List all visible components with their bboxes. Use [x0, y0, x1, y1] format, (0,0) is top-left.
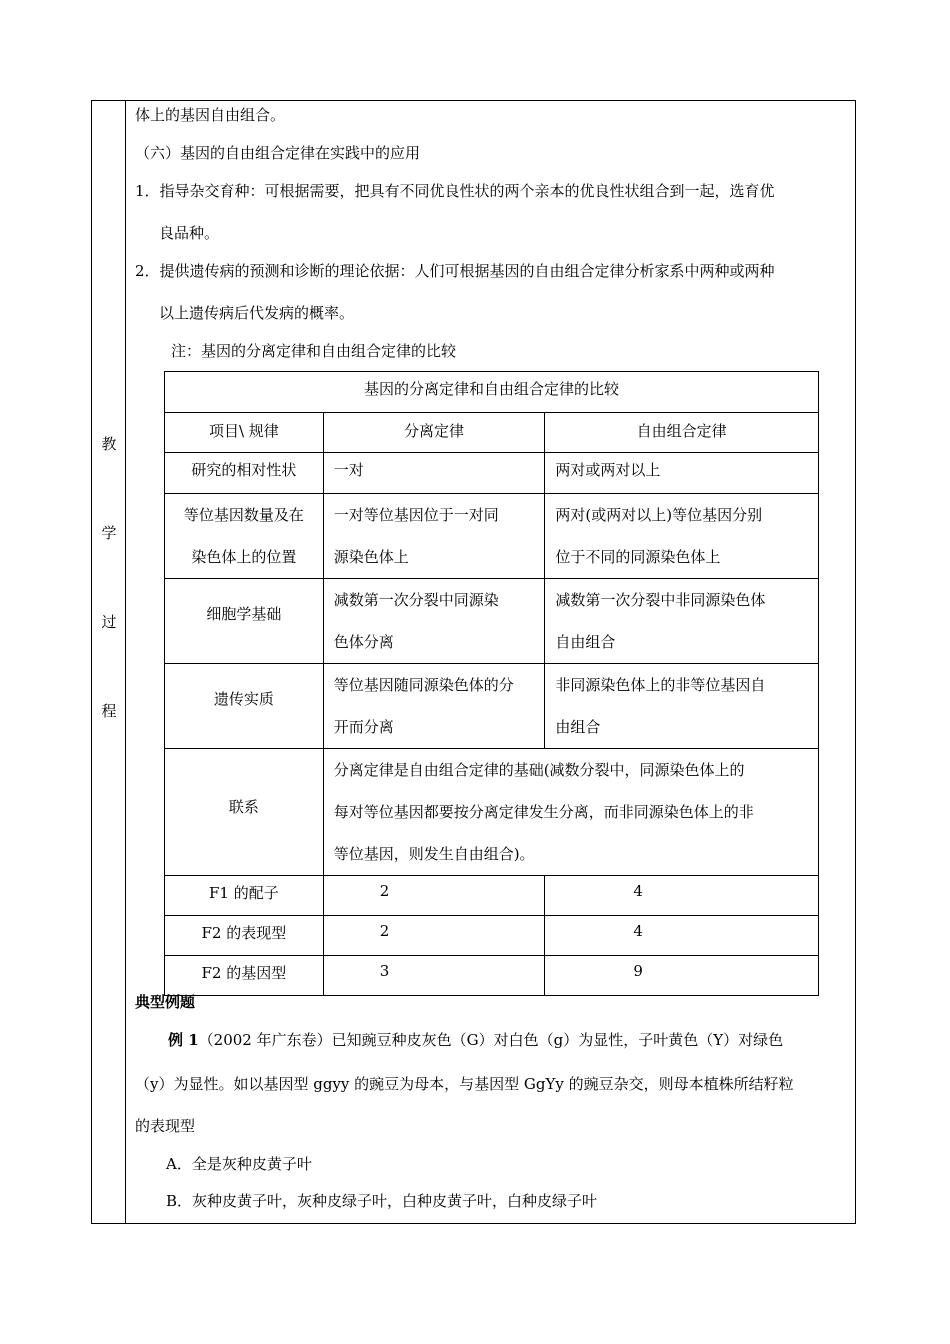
table-cell: [545, 664, 819, 749]
cell-line: 位于不同的同源染色体上: [555, 548, 721, 566]
cell-line: 开而分离: [333, 718, 394, 736]
table-cell: F2 的基因型: [165, 956, 324, 996]
table-cell: 两对或两对以上: [545, 453, 819, 494]
example-question-text: （2002 年广东卷）已知豌豆种皮灰色（G）对白色（g）为显性，子叶黄色（Y）对绿色: [198, 1031, 784, 1049]
table-cell: [323, 494, 545, 579]
table-cell: 2: [323, 916, 545, 956]
cell-line: 每对等位基因都要按分离定律发生分离，而非同源染色体上的非: [333, 803, 754, 821]
text-line: 良品种。: [159, 224, 220, 242]
cell-line: 染色体上的位置: [191, 548, 297, 566]
cell-line: 等位基因数量及在: [183, 506, 304, 524]
comparison-table: [164, 371, 819, 996]
table-cell: [323, 579, 545, 664]
option-b: B．灰种皮黄子叶，灰种皮绿子叶，白种皮黄子叶，白种皮绿子叶: [166, 1192, 598, 1210]
table-header: 自由组合定律: [545, 413, 819, 453]
side-label-char: 教: [101, 435, 117, 453]
cell-line: 减数第一次分裂中非同源染色体: [555, 591, 766, 609]
table-cell: 9: [545, 956, 819, 996]
text-line: 体上的基因自由组合。: [135, 106, 286, 124]
table-row: [165, 876, 819, 916]
text-line: 2．提供遗传病的预测和诊断的理论依据：人们可根据基因的自由组合定律分析家系中两种或两种: [135, 262, 775, 280]
table-row: [165, 916, 819, 956]
cell-line: 一对等位基因位于一对同: [333, 506, 499, 524]
side-label-char: 过: [101, 613, 117, 631]
table-title: 基因的分离定律和自由组合定律的比较: [165, 372, 819, 413]
table-header: 分离定律: [323, 413, 545, 453]
cell-line: 两对(或两对以上)等位基因分别: [555, 506, 763, 524]
cell-line: 等位基因，则发生自由组合)。: [333, 845, 535, 863]
table-row: [165, 664, 819, 749]
table-header: 项目\ 规律: [165, 413, 324, 453]
table-note: 注：基因的分离定律和自由组合定律的比较: [171, 342, 457, 360]
table-cell: 4: [545, 876, 819, 916]
cell-line: 由组合: [555, 718, 601, 736]
table-cell: 4: [545, 916, 819, 956]
table-row: [165, 956, 819, 996]
table-cell: [323, 664, 545, 749]
table-cell: [545, 579, 819, 664]
table-cell: [545, 494, 819, 579]
table-cell: F2 的表现型: [165, 916, 324, 956]
cell-line: 分离定律是自由组合定律的基础(减数分裂中，同源染色体上的: [333, 761, 745, 779]
table-cell: 一对: [323, 453, 545, 494]
cell-line: 自由组合: [555, 633, 616, 651]
table-row: [165, 494, 819, 579]
table-cell: 2: [323, 876, 545, 916]
side-label-column: [92, 101, 126, 1223]
text-line: 1．指导杂交育种：可根据需要，把具有不同优良性状的两个亲本的优良性状组合到一起，选育优: [135, 182, 775, 200]
example-heading: 典型例题: [135, 993, 196, 1011]
table-cell: [323, 749, 818, 876]
table-cell: 研究的相对性状: [165, 453, 324, 494]
text-line: 以上遗传病后代发病的概率。: [159, 304, 355, 322]
table-row: [165, 749, 819, 876]
cell-line: 非同源染色体上的非等位基因自: [555, 676, 766, 694]
table-row: [165, 453, 819, 494]
table-cell: 细胞学基础: [165, 579, 324, 664]
side-label-char: 学: [101, 524, 117, 542]
cell-line: 等位基因随同源染色体的分: [333, 676, 514, 694]
cell-line: 色体分离: [333, 633, 394, 651]
side-label-char: 程: [101, 702, 117, 720]
section-heading: （六）基因的自由组合定律在实践中的应用: [135, 144, 421, 162]
cell-line: 减数第一次分裂中同源染: [333, 591, 499, 609]
table-cell: F1 的配子: [165, 876, 324, 916]
example-question-line: [168, 1029, 783, 1050]
table-cell: 联系: [165, 749, 324, 876]
example-question-line: （y）为显性。如以基因型 ggyy 的豌豆为母本，与基因型 GgYy 的豌豆杂交，则母本植株所结籽粒: [135, 1075, 794, 1093]
table-row: [165, 579, 819, 664]
example-label: 例 1: [168, 1031, 199, 1049]
option-a: A．全是灰种皮黄子叶: [166, 1155, 312, 1173]
example-question-line: 的表现型: [135, 1117, 196, 1135]
cell-line: 源染色体上: [333, 548, 409, 566]
table-cell: [165, 494, 324, 579]
table-cell: 3: [323, 956, 545, 996]
table-cell: 遗传实质: [165, 664, 324, 749]
